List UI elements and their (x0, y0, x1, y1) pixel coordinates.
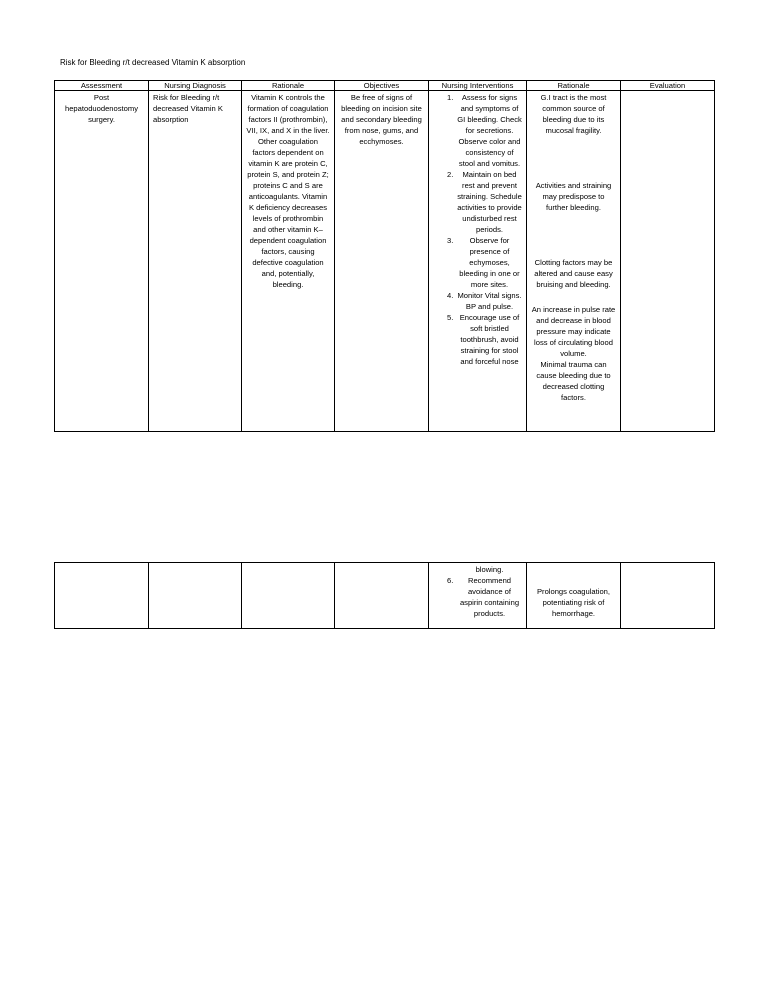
page-title: Risk for Bleeding r/t decreased Vitamin K absorption (60, 58, 246, 67)
intervention-item: 6. Recommend avoidance of aspirin containing products. (447, 576, 520, 618)
rationale-item: Minimal trauma can cause bleeding due to decreased clotting factors. (536, 360, 611, 402)
interventions-list (433, 92, 522, 367)
table-header-row (55, 81, 715, 91)
table-row (55, 563, 715, 629)
rationale-2-cell (527, 91, 621, 432)
intervention-item: blowing. (475, 565, 504, 574)
rationale-item: Clotting factors may be altered and cause easy bruising and bleeding. (534, 258, 613, 289)
evaluation-cell (621, 563, 715, 629)
rationale-item: Prolongs coagulation, potentiating risk of hemorrhage. (536, 587, 611, 618)
rationale-cell (242, 563, 335, 629)
rationale-cell: Vitamin K controls the formation of coagulation factors II (prothrombin), VII, IX, and X in the liver. Other coagulation factors dependent on vitamin K are protein C, protein S, and protein Z; proteins C and S are anticoagulants. Vitamin K deficiency decreases levels of prothrombin and other vitamin K–dependent coagulation factors, causing defective coagulation and, potentially, bleeding. (242, 91, 335, 432)
header-nursing-interventions: Nursing Interventions (429, 81, 527, 91)
intervention-item: 1. Assess for signs and symptoms of GI bleeding. Check for secretions. Observe color and consistency of stool and vomitus. (447, 93, 522, 168)
header-rationale: Rationale (242, 81, 335, 91)
objectives-cell (335, 563, 429, 629)
diagnosis-cell (149, 563, 242, 629)
intervention-item: 3. Observe for presence of echymoses, bleeding in one or more sites. (447, 236, 520, 289)
header-objectives: Objectives (335, 81, 429, 91)
rationale-item: Activities and straining may predispose to further bleeding. (535, 181, 612, 212)
interventions-list (433, 564, 522, 619)
header-rationale-2: Rationale (527, 81, 621, 91)
assessment-cell (55, 563, 149, 629)
intervention-item: 2. Maintain on bed rest and prevent straining. Schedule activities to provide undisturbed rest periods. (447, 170, 522, 234)
evaluation-cell (621, 91, 715, 432)
table-row (55, 91, 715, 432)
assessment-cell: Post hepatoduodenostomy surgery. (55, 91, 149, 432)
objectives-cell: Be free of signs of bleeding on incision site and secondary bleeding from nose, gums, and ecchymoses. (335, 91, 429, 432)
intervention-item: 4. Monitor Vital signs. BP and pulse. (447, 291, 522, 311)
interventions-cell (429, 563, 527, 629)
diagnosis-cell: Risk for Bleeding r/t decreased Vitamin K absorption (149, 91, 242, 432)
intervention-item: 5. Encourage use of soft bristled toothbrush, avoid straining for stool and forceful nose (447, 313, 520, 366)
header-evaluation: Evaluation (621, 81, 715, 91)
rationale-2-cell (527, 563, 621, 629)
rationale-item: An increase in pulse rate and decrease in blood pressure may indicate loss of circulating blood volume. (531, 305, 616, 358)
care-plan-table (54, 80, 715, 432)
rationale-item: G.I tract is the most common source of bleeding due to its mucosal fragility. (540, 93, 607, 135)
header-nursing-diagnosis: Nursing Diagnosis (149, 81, 242, 91)
interventions-cell (429, 91, 527, 432)
header-assessment: Assessment (55, 81, 149, 91)
care-plan-table-continued (54, 562, 715, 629)
